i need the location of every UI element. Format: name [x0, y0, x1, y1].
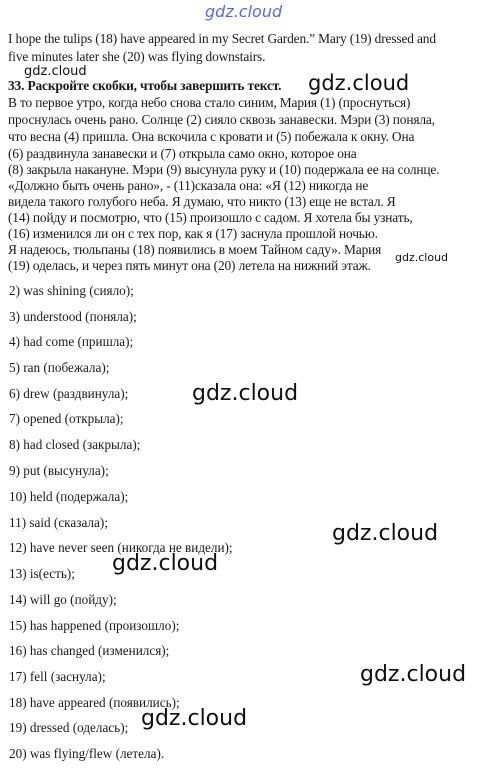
- answer-item: 12) have never seen (никогда не видели);: [9, 540, 233, 555]
- ru-line: В то первое утро, когда небо снова стало синим, Мария (1) (проснуться): [8, 95, 411, 110]
- text-line-2: five minutes later she (20) was flying downstairs.: [8, 49, 266, 64]
- watermark-small-left: gdz.cloud: [24, 64, 87, 79]
- ru-line: (6) раздвинула занавески и (7) открыла само окно, которое она: [8, 146, 357, 161]
- task-title: 33. Раскройте скобки, чтобы завершить текст.: [8, 78, 282, 93]
- answer-item: 19) dressed (оделась);: [9, 720, 129, 735]
- watermark-top: gdz.cloud: [205, 2, 283, 21]
- watermark-mid-1: gdz.cloud: [192, 381, 299, 406]
- answer-item: 11) said (сказала);: [9, 515, 108, 530]
- watermark-low-2: gdz.cloud: [141, 706, 248, 731]
- answer-item: 3) understood (поняла);: [9, 309, 137, 324]
- answer-item: 2) was shining (сияло);: [9, 283, 134, 298]
- answer-item: 13) is(есть);: [9, 566, 75, 581]
- watermark-mid-2: gdz.cloud: [332, 521, 439, 546]
- ru-line: (14) пойду и посмотрю, что (15) произошло с садом. Я хотела бы узнать,: [8, 210, 413, 225]
- answer-item: 6) drew (раздвинула);: [9, 386, 129, 401]
- answer-item: 18) have appeared (появились);: [9, 695, 180, 710]
- ru-line: Я надеюсь, тюльпаны (18) появились в моем Тайном саду». Мария: [8, 242, 382, 257]
- watermark-mid-3: gdz.cloud: [112, 551, 219, 576]
- answer-item: 15) has happened (произошло);: [9, 618, 180, 633]
- answer-item: 8) had closed (закрыла);: [9, 437, 141, 452]
- answer-item: 5) ran (побежала);: [9, 360, 110, 375]
- ru-line: (8) закрыла накануне. Мэри (9) высунула руку и (10) подержала ее на солнце.: [8, 162, 440, 177]
- watermark-low-1: gdz.cloud: [360, 662, 467, 687]
- answer-item: 20) was flying/flew (летела).: [9, 746, 165, 761]
- watermark-small-right: gdz.cloud: [395, 251, 449, 264]
- answer-item: 14) will go (пойду);: [9, 592, 117, 607]
- answer-item: 10) held (подержала);: [9, 489, 129, 504]
- answer-item: 7) opened (открыла);: [9, 411, 124, 426]
- ru-line: проснулась очень рано. Солнце (2) сияло сквозь занавески. Мэри (3) поняла,: [8, 112, 435, 127]
- answer-item: 16) has changed (изменился);: [9, 643, 170, 658]
- text-line-1: I hope the tulips (18) have appeared in my Secret Garden.” Mary (19) dressed and: [8, 31, 436, 46]
- ru-line: что весна (4) пришла. Она вскочила с кровати и (5) побежала к окну. Она: [8, 129, 415, 144]
- ru-line: (16) изменился ли он с тех пор, как я (17) заснула прошлой ночью.: [8, 226, 378, 241]
- ru-line: (19) оделась, и через пять минут она (20) летела на нижний этаж.: [8, 258, 371, 273]
- answer-item: 17) fell (заснула);: [9, 669, 106, 684]
- watermark-header: gdz.cloud: [308, 71, 410, 95]
- answer-item: 4) had come (пришла);: [9, 334, 134, 349]
- ru-line: «Должно быть очень рано», - (11)сказала она: «Я (12) никогда не: [8, 178, 369, 193]
- answer-item: 9) put (высунула);: [9, 463, 109, 478]
- ru-line: видела такого голубого неба. Я думаю, что никто (13) еще не встал. Я: [8, 194, 396, 209]
